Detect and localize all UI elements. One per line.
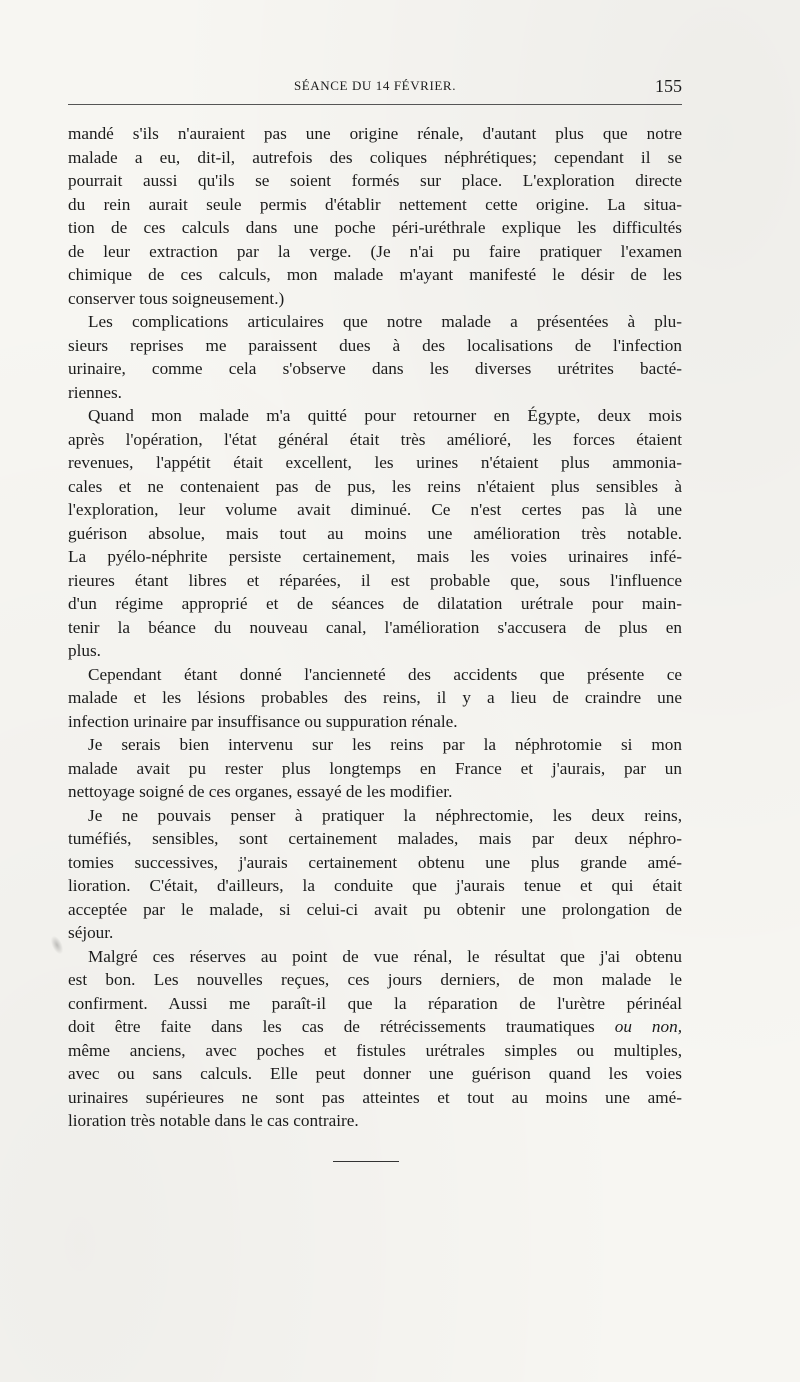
text-line: Je ne pouvais penser à pratiquer la néphrectomie, les deux reins, (88, 805, 682, 825)
text-line: riennes. (68, 382, 122, 402)
text-line-main: doit être faite dans les cas de rétrécissements traumatiques (68, 1017, 595, 1036)
text-line: conserver tous soigneusement.) (68, 288, 285, 308)
text-line: acceptée par le malade, si celui-ci avait pu obtenir une prolongation de (68, 899, 682, 919)
text-line: avec ou sans calculs. Elle peut donner une guérison quand les voies (68, 1064, 682, 1083)
text-line: urinaire, comme cela s'observe dans les diverses urétrites bacté- (68, 359, 682, 378)
text-line: La pyélo-néphrite persiste certainement, mais les voies urinaires infé- (68, 547, 682, 566)
running-title: SÉANCE DU 14 FÉVRIER. (293, 78, 457, 93)
text-line (68, 1015, 682, 1039)
text-line: chimique de ces calculs, mon malade m'ayant manifesté le désir de les (68, 265, 682, 284)
text-line: Malgré ces réserves au point de vue rénal, le résultat que j'ai obtenu (88, 946, 682, 966)
text-line: guérison absolue, mais tout au moins une amélioration très notable. (68, 523, 682, 543)
text-line: Quand mon malade m'a quitté pour retourner en Égypte, deux mois (88, 406, 682, 425)
text-line: tion de ces calculs dans une poche péri-uréthrale explique les difficultés (68, 218, 682, 237)
text-line: urinaires supérieures ne sont pas atteintes et tout au moins une amé- (68, 1087, 682, 1107)
text-line: infection urinaire par insuffisance ou suppuration rénale. (68, 711, 458, 731)
text-line: lioration. C'était, d'ailleurs, la conduite que j'aurais tenue et qui était (68, 876, 682, 895)
text-line: même anciens, avec poches et fistules urétrales simples ou multiples, (68, 1040, 682, 1060)
page-number: 155 (655, 76, 682, 96)
text-line: rieures étant libres et réparées, il est probable que, sous l'influence (68, 570, 682, 590)
text-line: Les complications articulaires que notre malade a présentées à plu- (88, 312, 682, 331)
text-line: pourrait aussi qu'ils se soient formés sur place. L'exploration directe (68, 171, 682, 190)
text-line: tuméfiés, sensibles, sont certainement malades, mais par deux néphro- (68, 829, 682, 848)
text-line: malade et les lésions probables des reins, il y a lieu de craindre une (68, 688, 682, 707)
text-line: confirment. Aussi me paraît-il que la réparation de l'urètre périnéal (68, 993, 682, 1013)
text-line: nettoyage soigné de ces organes, essayé de les modifier. (68, 782, 453, 801)
text-line: d'un régime approprié et de séances de dilatation urétrale pour main- (68, 594, 682, 613)
text-line: plus. (68, 641, 101, 660)
text-line: tenir la béance du nouveau canal, l'amélioration s'accusera de plus en (68, 617, 682, 637)
text-line: Cependant étant donné l'ancienneté des accidents que présente ce (88, 664, 682, 684)
text-line: de leur extraction par la verge. (Je n'ai pu faire pratiquer l'examen (68, 241, 682, 261)
text-line: l'exploration, leur volume avait diminué. Ce n'est certes pas là une (68, 500, 682, 519)
text-line: malade a eu, dit-il, autrefois des coliques néphrétiques; cependant il se (68, 147, 682, 167)
header-rule (68, 104, 682, 105)
running-head (68, 74, 682, 98)
text-line: mandé s'ils n'auraient pas une origine rénale, d'autant plus que notre (68, 124, 682, 143)
text-line: après l'opération, l'état général était très amélioré, les forces étaient (68, 429, 682, 449)
text-line: cales et ne contenaient pas de pus, les reins n'étaient plus sensibles à (68, 476, 682, 496)
text-line: du rein aurait seule permis d'établir nettement cette origine. La situa- (68, 194, 682, 214)
text-line: tomies successives, j'aurais certainement obtenu une plus grande amé- (68, 852, 682, 872)
ink-smudge (48, 934, 66, 956)
text-line: revenues, l'appétit était excellent, les urines n'étaient plus ammonia- (68, 453, 682, 472)
text-line: séjour. (68, 923, 114, 942)
text-line: lioration très notable dans le cas contraire. (68, 1111, 359, 1130)
italic-phrase: ou non, (614, 1017, 683, 1036)
body-text (68, 122, 682, 1133)
text-line: Je serais bien intervenu sur les reins par la néphrotomie si mon (88, 735, 682, 754)
text-line: sieurs reprises me paraissent dues à des localisations de l'infection (68, 335, 682, 355)
section-end-rule (333, 1161, 399, 1162)
text-line: malade avait pu rester plus longtemps en France et j'aurais, par un (68, 758, 682, 778)
text-line: est bon. Les nouvelles reçues, ces jours derniers, de mon malade le (68, 970, 682, 989)
